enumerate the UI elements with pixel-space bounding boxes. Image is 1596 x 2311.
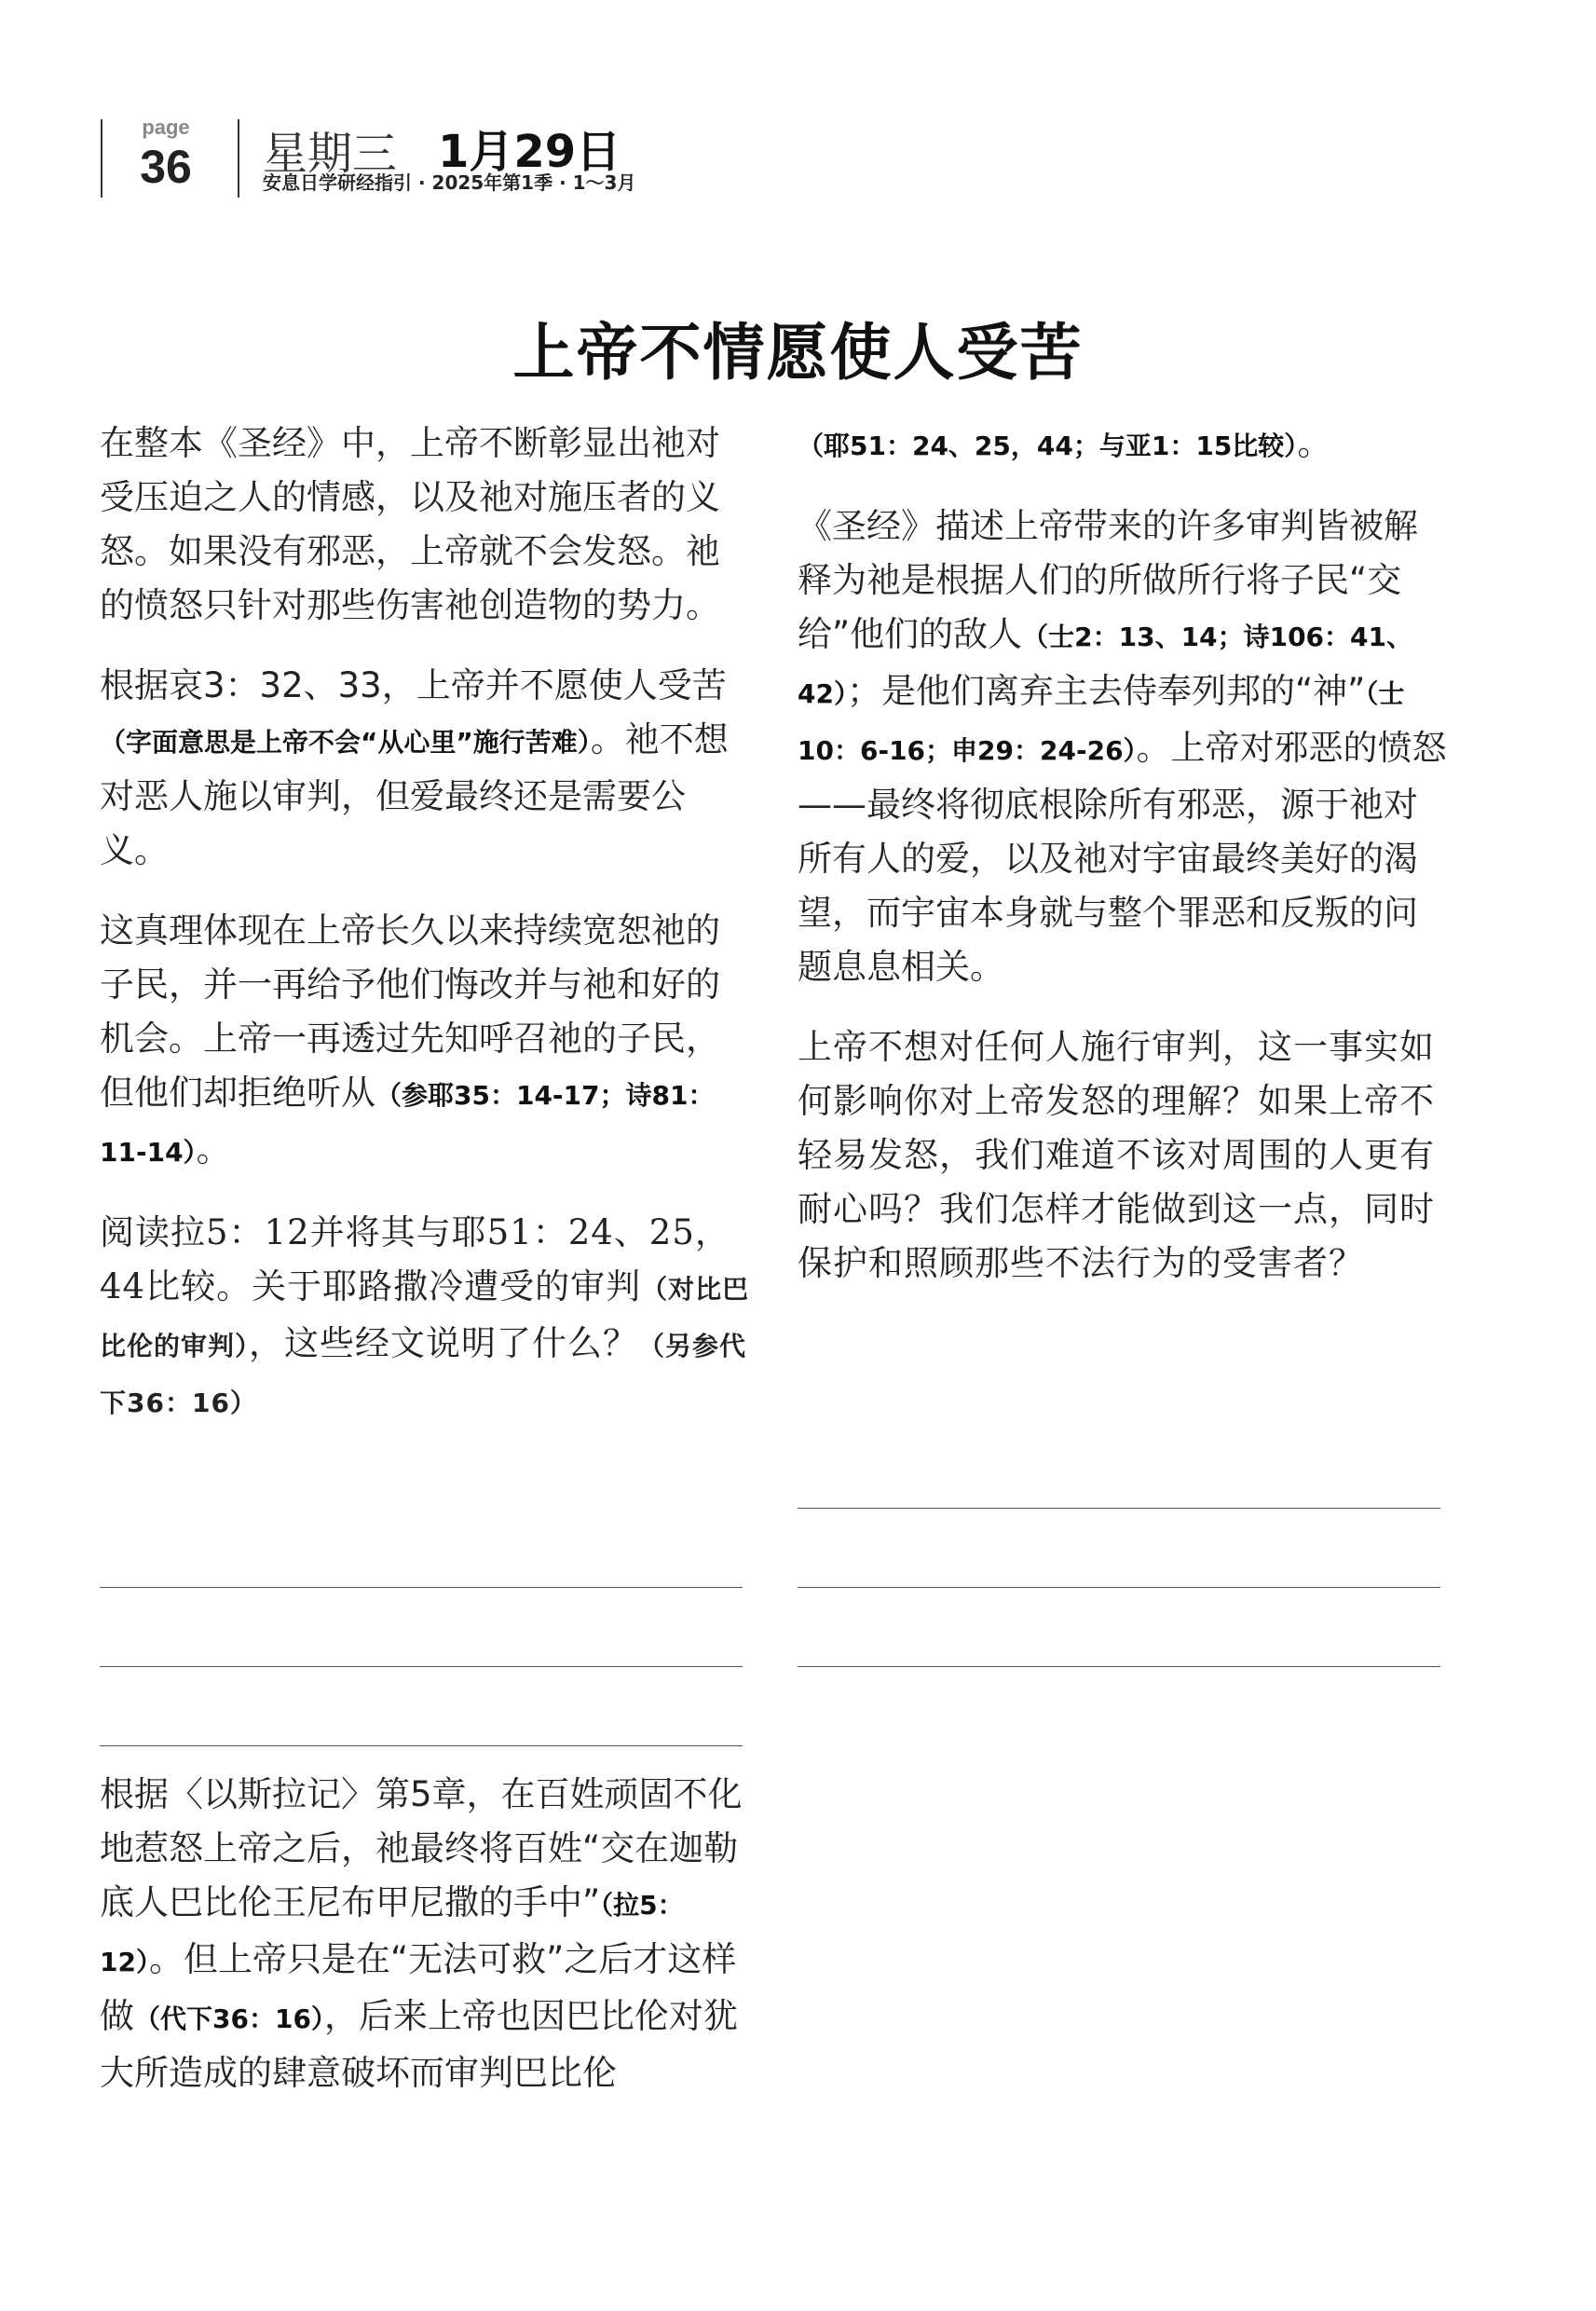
study-question-left: 阅读拉5：12并将其与耶51：24、25，44比较。关于耶路撒冷遭受的审判（对比巴比伦的审判），这些经文说明了什么？（另参代下36：16） xyxy=(100,1212,750,1418)
scripture-ref: （拉5：12） xyxy=(100,1890,684,1977)
answer-line xyxy=(798,1587,1440,1588)
right-paragraph-1: （耶51：24、25，44；与亚1：15比较）。 xyxy=(798,423,1332,463)
left-column xyxy=(100,417,752,1430)
answer-line xyxy=(798,1666,1440,1667)
scripture-ref: （代下36：16） xyxy=(134,2003,324,2034)
scripture-ref: （参耶35：14-17；诗81：11-14） xyxy=(100,1080,715,1168)
left-paragraph-2: 根据哀3：32、33，上帝并不愿使人受苦（字面意思是上帝不会“从心里”施行苦难）。祂不想对恶人施以审判，但爱最终还是需要公义。 xyxy=(100,665,729,870)
header-date: 1月29日 xyxy=(438,126,621,178)
scripture-ref: （另参代下36：16） xyxy=(100,1331,747,1418)
answer-line xyxy=(100,1745,743,1746)
left-paragraph-4: 根据〈以斯拉记〉第5章，在百姓顽固不化地惹怒上帝之后，祂最终将百姓“交在迦勒底人巴比伦王尼布甲尼撒的手中”（拉5：12）。但上帝只是在“无法可救”之后才这样做（代下36：16），后来上帝也因巴比伦对犹大所造成的肆意破坏而审判巴比伦 xyxy=(100,1774,743,2093)
lesson-title: 上帝不情愿使人受苦 xyxy=(512,316,1084,389)
scripture-ref: （士2：13、14；诗106：41、42） xyxy=(798,622,1412,709)
page-number: 36 xyxy=(140,141,192,193)
scripture-ref: （耶51：24、25，44；与亚1：15比较） xyxy=(798,431,1298,461)
answer-line xyxy=(798,1508,1440,1509)
left-column-lower xyxy=(100,1768,752,2100)
study-question-right: 上帝不想对任何人施行审判，这一事实如何影响你对上帝发怒的理解？如果上帝不轻易发怒，我们难道不该对周围的人更有耐心吗？我们怎样才能做到这一点，同时保护和照顾那些不法行为的受害者？ xyxy=(798,1027,1435,1283)
right-column xyxy=(798,417,1450,1291)
left-paragraph-3: 这真理体现在上帝长久以来持续宽恕祂的子民，并一再给予他们悔改并与祂和好的机会。上帝一再透过先知呼召祂的子民，但他们却拒绝听从（参耶35：14-17；诗81：11-14）。 xyxy=(100,910,720,1169)
left-paragraph-1: 在整本《圣经》中，上帝不断彰显出祂对受压迫之人的情感，以及祂对施压者的义怒。如果没有邪恶，上帝就不会发怒。祂的愤怒只针对那些伤害祂创造物的势力。 xyxy=(100,423,720,625)
right-paragraph-2: 《圣经》描述上帝带来的许多审判皆被解释为祂是根据人们的所做所行将子民“交给”他们的敌人（士2：13、14；诗106：41、42）；是他们离弃主去侍奉列邦的“神”（士10：6-16；申29：24-26）。上帝对邪恶的愤怒——最终将彻底根除所有邪恶，源于祂对所有人的爱，以及祂对宇宙最终美好的渴望，而宇宙本身就与整个罪恶和反叛的问题息息相关。 xyxy=(798,506,1447,987)
scripture-ref: （士10：6-16；申29：24-26） xyxy=(798,678,1405,766)
answer-line xyxy=(100,1587,743,1588)
header-subtitle: 安息日学研经指引 · 2025年第1季 · 1～3月 xyxy=(263,171,636,194)
answer-line xyxy=(100,1666,743,1667)
header-rule-right xyxy=(238,119,239,198)
scripture-ref: （字面意思是上帝不会“从心里”施行苦难） xyxy=(100,727,591,758)
scripture-ref: （对比巴比伦的审判） xyxy=(100,1274,750,1361)
page-label: page xyxy=(142,116,190,139)
weekday: 星期三 xyxy=(263,128,398,180)
